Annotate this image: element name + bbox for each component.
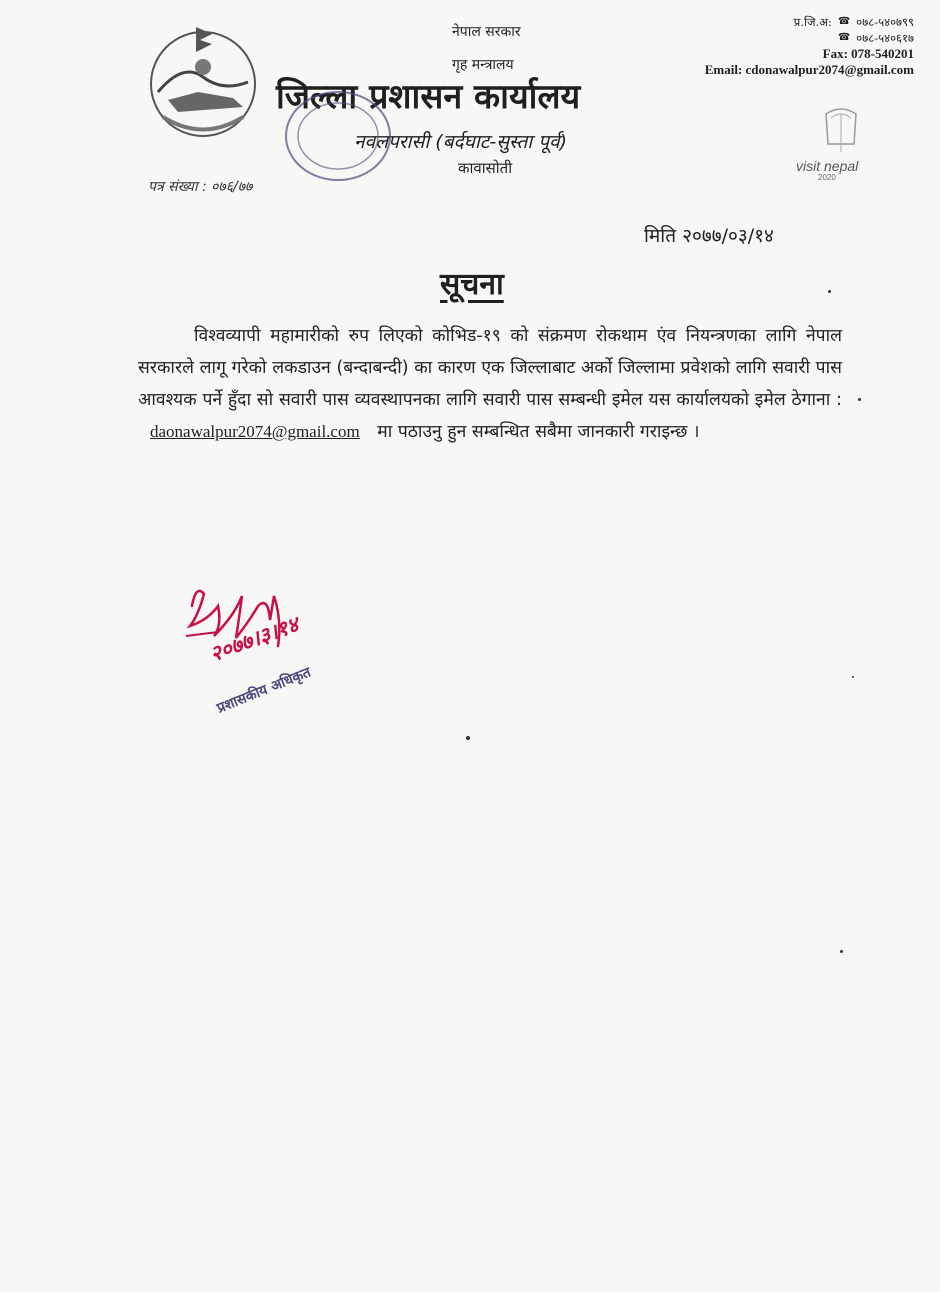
signature-date: २०७७।३।१४ — [206, 612, 302, 667]
district-name: नवलपरासी (बर्दघाट-सुस्ता पूर्व) — [354, 131, 568, 153]
government-name: नेपाल सरकार — [452, 24, 521, 40]
designation-stamp: प्रशासकीय अधिकृत — [214, 664, 314, 717]
phone-label: प्र.जि.अ: — [793, 15, 832, 29]
phone-number-1: ०७८-५४०७९९ — [856, 15, 914, 29]
contact-email: Email: cdonawalpur2074@gmail.com — [704, 62, 914, 77]
notice-body-part2: मा पठाउनु हुन सम्बन्धित सबैमा जानकारी गराइन्छ । — [377, 422, 700, 442]
notice-body-part1: विश्वव्यापी महामारीको रुप लिएको कोभिड-१९ को संक्रमण रोकथाम एंव नियन्त्रणका लागि नेपाल सरकारले लागू गरेको लकडाउन (बन्दाबन्दी) का कारण एक जिल्लाबाट अर्को जिल्लामा प्रवेशको लागि सवारी पास आवश्यक पर्ने हुँदा सो सवारी पास व्यवस्थापनका लागि सवारी पास सम्बन्धी इमेल यस कार्यालयको इमेल ठेगाना : — [138, 326, 842, 410]
office-title: जिल्ला प्रशासन कार्यालय — [276, 77, 581, 117]
notice-email-link[interactable]: daonawalpur2074@gmail.com — [150, 422, 360, 441]
office-stamp — [278, 86, 398, 186]
letter-date: मिति २०७७/०३/१४ — [644, 225, 774, 247]
signature — [178, 576, 348, 746]
phone-number-2: ०७८-५४०६१७ — [856, 31, 914, 45]
nepal-emblem-icon — [138, 22, 268, 142]
scan-speck — [840, 950, 843, 953]
scan-speck — [852, 676, 854, 678]
reference-number: पत्र संख्या : ०७६/७७ — [148, 179, 253, 195]
notice-body — [138, 320, 842, 448]
scan-speck — [828, 290, 831, 293]
visit-nepal-year: 2020 — [818, 173, 836, 182]
scan-speck — [858, 398, 861, 401]
phone-icon: ☎ — [837, 16, 851, 27]
town-name: कावासोती — [458, 159, 513, 177]
fax-number: Fax: 078-540201 — [822, 46, 914, 61]
notice-heading: सूचना — [440, 267, 504, 302]
ministry-name: गृह मन्त्रालय — [452, 57, 514, 73]
visit-nepal-text: visit nepal — [796, 158, 859, 174]
scan-speck — [466, 736, 470, 740]
contact-block — [705, 14, 914, 78]
phone-icon: ☎ — [837, 32, 851, 43]
